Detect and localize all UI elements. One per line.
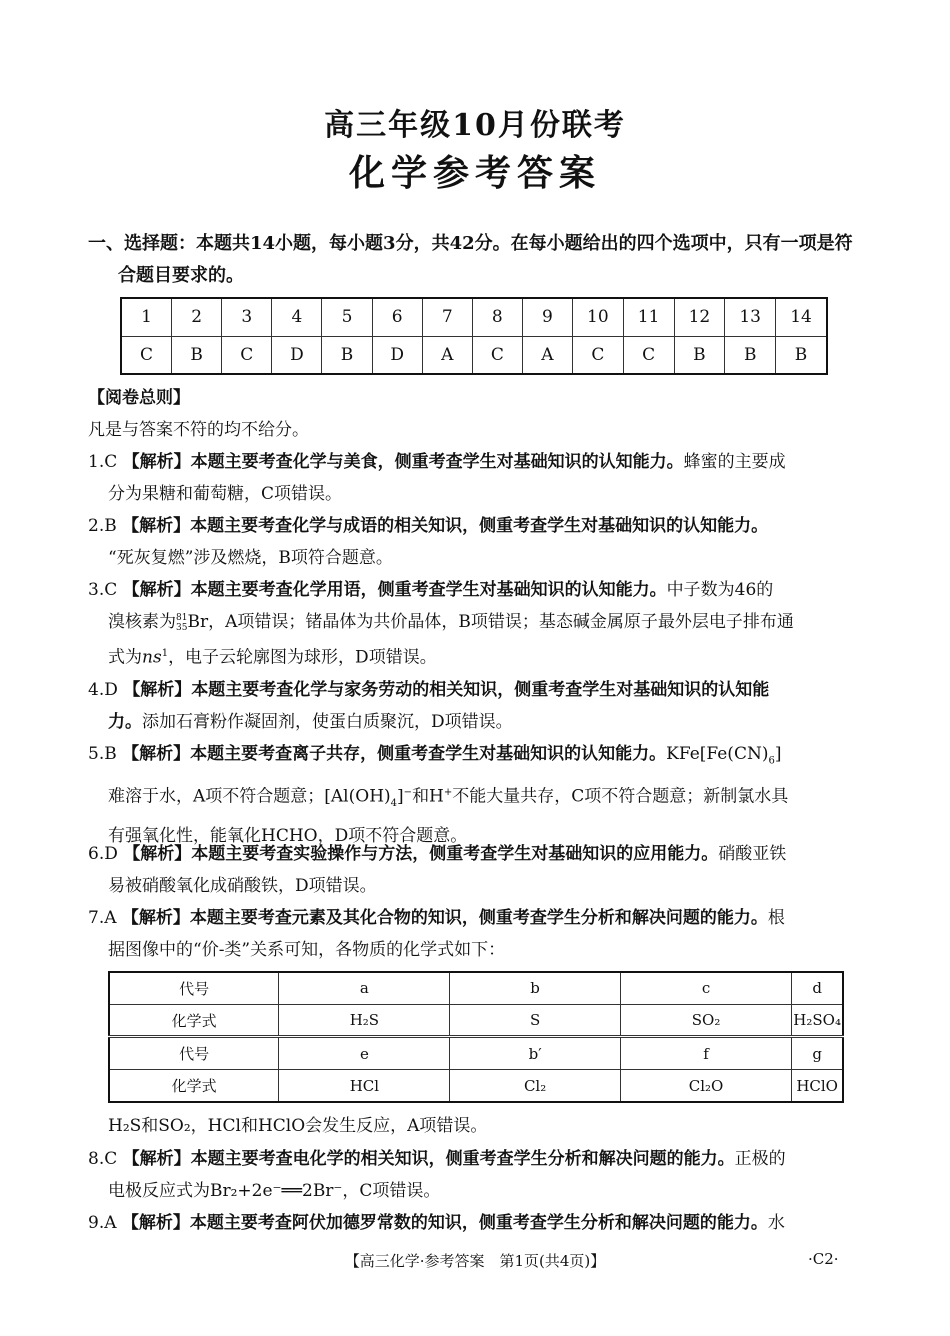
answer-letter-cell: B	[322, 336, 372, 374]
superscript: 1	[161, 648, 169, 659]
q-head: 本题主要考查化学与家务劳动的相关知识，侧重考查学生对基础知识的认知能	[191, 680, 770, 700]
q-text: 正极的	[734, 1149, 786, 1169]
q-number: 9.A	[88, 1213, 117, 1233]
q-text: ]	[774, 744, 782, 764]
table-cell: H₂SO₄	[792, 1004, 843, 1037]
answer-number-cell: 7	[422, 298, 472, 336]
analysis-tag: 【解析】	[121, 908, 190, 928]
analysis-tag: 【解析】	[122, 1149, 191, 1169]
q-number: 1.C	[88, 452, 118, 472]
superscript: −	[403, 787, 413, 799]
analysis-tag: 【解析】	[123, 680, 192, 700]
table-cell: SO₂	[620, 1004, 791, 1037]
q-text: 分为果糖和葡萄糖，C项错误。	[108, 484, 343, 504]
answer-letter-row	[121, 336, 827, 374]
q-text: 不能大量共存，C项不符合题意；新制氯水具	[452, 787, 789, 808]
rules-heading: 【阅卷总则】	[88, 388, 190, 408]
table-cell: a	[279, 972, 450, 1004]
analysis-tag: 【解析】	[122, 452, 191, 472]
table-row	[109, 1070, 843, 1102]
q-number: 5.B	[88, 744, 117, 764]
answer-letter-cell: C	[572, 336, 623, 374]
answer-number-cell: 4	[272, 298, 322, 336]
table-cell: H₂S	[279, 1004, 450, 1037]
mass-number: 81	[176, 612, 188, 623]
answer-number-cell: 2	[172, 298, 222, 336]
q-number: 2.B	[88, 516, 117, 536]
table-cell: HCl	[279, 1070, 450, 1102]
q-head: 本题主要考查元素及其化合物的知识，侧重考查学生分析和解决问题的能力。	[189, 908, 768, 928]
answer-letter-cell: B	[725, 336, 776, 374]
table-cell: d	[792, 972, 843, 1004]
q-head: 本题主要考查实验操作与方法，侧重考查学生对基础知识的应用能力。	[191, 844, 719, 864]
analysis-tag: 【解析】	[122, 744, 191, 764]
question-7	[88, 902, 863, 966]
question-5	[88, 738, 863, 852]
page-title: 高三年级10月份联考	[324, 108, 626, 143]
q-number: 8.C	[88, 1149, 118, 1169]
question-4	[88, 674, 863, 738]
q-text: 中子数为46的	[666, 580, 774, 600]
q-head: 本题主要考查化学用语，侧重考查学生对基础知识的认知能力。	[190, 580, 667, 600]
table-cell: g	[792, 1037, 843, 1070]
q-text: 根	[767, 908, 785, 928]
q-text: 有强氧化性，能氧化HCHO，D项不符合题意。	[108, 826, 468, 847]
question-3	[88, 574, 863, 674]
question-1	[88, 446, 863, 510]
answer-number-cell: 3	[222, 298, 272, 336]
q-number: 3.C	[88, 580, 118, 600]
q-text: 硝酸亚铁	[718, 844, 787, 864]
page-subtitle: 化学参考答案	[348, 152, 601, 194]
answer-number-cell: 5	[322, 298, 372, 336]
q-text: 难溶于水，A项不符合题意；[Al(OH)	[108, 787, 391, 808]
section-line-1: 一、选择题：本题共14小题，每小题3分，共42分。在每小题给出的四个选项中，只有一项是符	[88, 233, 853, 254]
answer-letter-cell: C	[222, 336, 272, 374]
rules-text: 凡是与答案不符的均不给分。	[88, 420, 309, 440]
answer-letter-cell: D	[272, 336, 322, 374]
page-footer: 【高三化学·参考答案 第1页(共4页)】	[344, 1252, 606, 1270]
table-cell: HClO	[792, 1070, 843, 1102]
answer-letter-cell: A	[422, 336, 472, 374]
chemical-formula-table	[108, 971, 844, 1103]
page-code: ·C2·	[808, 1250, 839, 1268]
answer-table	[120, 297, 828, 375]
table-cell: b′	[450, 1037, 620, 1070]
q-head: 本题主要考查阿伏加德罗常数的知识，侧重考查学生分析和解决问题的能力。	[189, 1213, 768, 1233]
q-text: 溴核素为	[108, 612, 176, 632]
table-cell: c	[620, 972, 791, 1004]
q-text: Br，A项错误；锗晶体为共价晶体，B项错误；基态碱金属原子最外层电子排布通	[187, 612, 794, 632]
table-cell: 化学式	[109, 1004, 279, 1037]
atomic-number: 35	[176, 622, 188, 633]
q-text: 水	[767, 1213, 785, 1233]
q-number: 7.A	[88, 908, 117, 928]
question-9	[88, 1207, 863, 1239]
table-row	[109, 972, 843, 1004]
section-line-2: 合题目要求的。	[118, 265, 244, 286]
table-cell: S	[450, 1004, 620, 1037]
table-cell: Cl₂O	[620, 1070, 791, 1102]
nuclide-notation	[176, 613, 187, 633]
analysis-tag: 【解析】	[122, 516, 191, 536]
answer-letter-cell: B	[776, 336, 827, 374]
table-row	[109, 1037, 843, 1070]
answer-letter-cell: C	[623, 336, 674, 374]
q-text: KFe[Fe(CN)	[666, 744, 769, 764]
q-text: 蜂蜜的主要成	[683, 452, 786, 472]
q-text: 添加石膏粉作凝固剂，使蛋白质聚沉，D项错误。	[142, 712, 513, 732]
q-text: 电极反应式为Br₂+2e⁻══2Br⁻，C项错误。	[108, 1181, 441, 1201]
analysis-tag: 【解析】	[122, 580, 191, 600]
answer-letter-cell: B	[674, 336, 725, 374]
table-row	[109, 1004, 843, 1037]
q-text: 据图像中的“价-类”关系可知，各物质的化学式如下：	[108, 940, 506, 960]
table-cell: e	[279, 1037, 450, 1070]
q-text: ，电子云轮廓图为球形，D项错误。	[168, 647, 437, 668]
superscript: +	[443, 787, 453, 799]
table-cell: 化学式	[109, 1070, 279, 1102]
answer-number-cell: 9	[522, 298, 572, 336]
answer-number-cell: 10	[572, 298, 623, 336]
q-head: 力。	[108, 712, 142, 732]
answer-number-row	[121, 298, 827, 336]
q-text: “死灰复燃”涉及燃烧，B项符合题意。	[108, 548, 393, 568]
subscript: 4	[390, 798, 398, 810]
table-cell: 代号	[109, 1037, 279, 1070]
rules-block	[88, 382, 863, 446]
q-text: ]	[397, 787, 404, 808]
table-cell: Cl₂	[450, 1070, 620, 1102]
analysis-tag: 【解析】	[123, 844, 192, 864]
answer-number-cell: 6	[372, 298, 422, 336]
table-cell: 代号	[109, 972, 279, 1004]
answer-number-cell: 1	[121, 298, 172, 336]
ns-term: ns	[142, 647, 162, 668]
q-head: 本题主要考查化学与美食，侧重考查学生对基础知识的认知能力。	[190, 452, 684, 472]
answer-number-cell: 12	[674, 298, 725, 336]
q-text: 易被硝酸氧化成硝酸铁，D项错误。	[108, 876, 377, 896]
table-cell: f	[620, 1037, 791, 1070]
q-number: 6.D	[88, 844, 118, 864]
table-cell: b	[450, 972, 620, 1004]
q-text: 和H	[412, 787, 444, 808]
q-text: 式为	[108, 647, 142, 668]
question-8	[88, 1143, 863, 1207]
question-2	[88, 510, 863, 574]
section-heading	[88, 228, 863, 292]
answer-number-cell: 13	[725, 298, 776, 336]
question-6	[88, 838, 863, 902]
answer-letter-cell: C	[472, 336, 522, 374]
answer-letter-cell: A	[522, 336, 572, 374]
q7-conclusion: H₂S和SO₂，HCl和HClO会发生反应，A项错误。	[108, 1116, 488, 1136]
q-head: 本题主要考查化学与成语的相关知识，侧重考查学生对基础知识的认知能力。	[190, 516, 769, 536]
subscript: 6	[768, 755, 775, 767]
q-number: 4.D	[88, 680, 118, 700]
analysis-tag: 【解析】	[121, 1213, 190, 1233]
answer-number-cell: 8	[472, 298, 522, 336]
answer-letter-cell: D	[372, 336, 422, 374]
answer-number-cell: 14	[776, 298, 827, 336]
q-head: 本题主要考查离子共存，侧重考查学生对基础知识的认知能力。	[190, 744, 667, 764]
q-head: 本题主要考查电化学的相关知识，侧重考查学生分析和解决问题的能力。	[190, 1149, 735, 1169]
answer-letter-cell: B	[172, 336, 222, 374]
answer-number-cell: 11	[623, 298, 674, 336]
answer-letter-cell: C	[121, 336, 172, 374]
